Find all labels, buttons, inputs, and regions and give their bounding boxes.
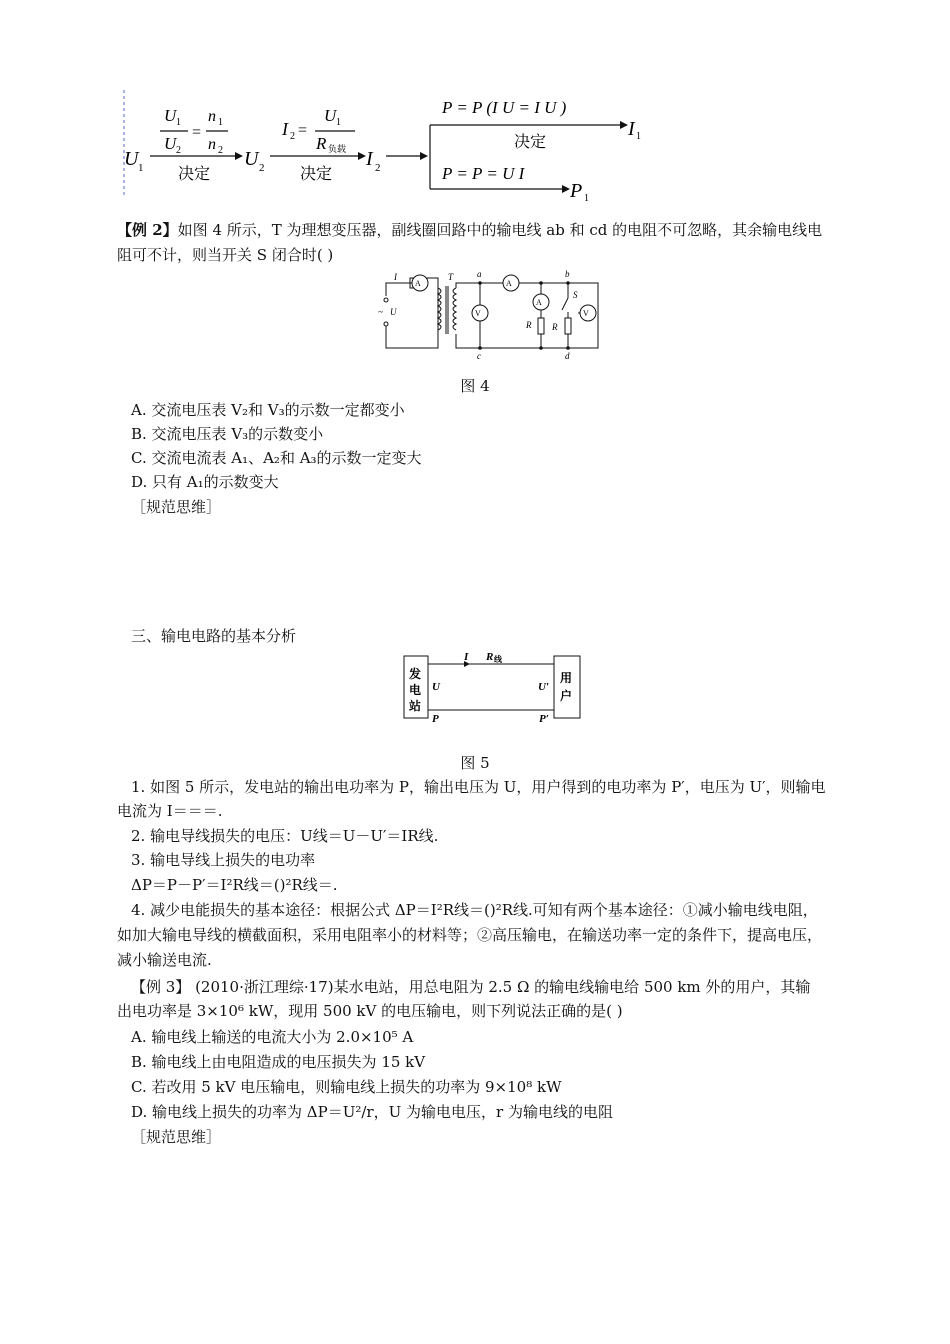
flow-decide-3: 决定	[514, 134, 547, 151]
svg-text:A: A	[415, 279, 421, 288]
section3-point-4-cont2: 减小输送电流.	[117, 951, 212, 969]
svg-text:P: P	[432, 713, 439, 724]
svg-text:站: 站	[409, 699, 422, 713]
svg-text:A: A	[506, 279, 512, 288]
example2-option-b: B. 交流电压表 V₃的示数变小	[131, 425, 324, 443]
figure-5-caption: 图 5	[460, 754, 490, 772]
svg-text:U: U	[324, 106, 337, 125]
flow-top-formula: P = P (I U = I U )	[442, 98, 567, 117]
example2-question-cont: 阻可不计，则当开关 S 闭合时( )	[117, 246, 334, 264]
svg-text:d: d	[565, 351, 570, 360]
example3-option-b: B. 输电线上由电阻造成的电压损失为 15 kV	[131, 1053, 426, 1071]
flow-u1: U	[124, 148, 139, 170]
svg-text:U: U	[432, 681, 440, 693]
svg-text:R: R	[526, 320, 532, 330]
example3-option-c: C. 若改用 5 kV 电压输电，则输电线上损失的功率为 9×10⁸ kW	[131, 1078, 562, 1096]
svg-text:=: =	[298, 122, 308, 139]
svg-text:V: V	[475, 309, 481, 318]
example3-option-a: A. 输电线上输送的电流大小为 2.0×10⁵ A	[131, 1028, 414, 1046]
svg-text:U: U	[390, 307, 397, 317]
svg-text:a: a	[477, 269, 482, 279]
svg-text:I: I	[282, 119, 288, 139]
flow-decide-1: 决定	[178, 166, 211, 183]
svg-text:用: 用	[560, 671, 573, 685]
svg-text:~: ~	[378, 307, 383, 317]
section3-point-3: 3. 输电导线上损失的电功率	[131, 851, 316, 869]
svg-text:2: 2	[218, 145, 223, 156]
svg-text:1: 1	[336, 117, 341, 128]
svg-text:I: I	[366, 148, 373, 170]
svg-text:2: 2	[259, 162, 265, 174]
svg-text:线: 线	[494, 655, 502, 664]
section3-point-3-formula: ΔP＝P－P′＝I²R线＝()²R线＝.	[131, 876, 338, 894]
section3-point-1-cont: 电流为 I＝＝＝.	[117, 802, 223, 820]
example2-option-c: C. 交流电流表 A₁、A₂和 A₃的示数一定变大	[131, 449, 422, 467]
svg-text:R: R	[486, 651, 494, 663]
example2-question: 【例 2】如图 4 所示，T 为理想变压器，副线圈回路中的输电线 ab 和 cd 的电阻不可忽略，其余输电线电	[117, 221, 823, 239]
example3-question: 【例 3】 (2010·浙江理综·17)某水电站，用总电阻为 2.5 Ω 的输电线输电给 500 km 外的用户，其输	[131, 978, 811, 996]
svg-text:V: V	[583, 309, 589, 318]
svg-text:发: 发	[409, 667, 422, 681]
power-line-figure-5	[402, 650, 584, 724]
svg-text:U: U	[244, 148, 259, 170]
figure-4-caption: 图 4	[460, 377, 490, 395]
svg-text:1: 1	[636, 131, 641, 142]
svg-text:电: 电	[409, 683, 422, 697]
svg-text:2: 2	[290, 131, 295, 142]
svg-text:A: A	[536, 298, 542, 307]
section3-point-1: 1. 如图 5 所示，发电站的输出电功率为 P，输出电压为 U，用户得到的电功率为 P′，电压为 U′，则输电	[131, 778, 826, 796]
svg-text:1: 1	[138, 162, 144, 174]
svg-text:R: R	[316, 134, 327, 153]
flow-decide-2: 决定	[300, 166, 333, 183]
example3-question-cont: 出电功率是 3×10⁶ kW，现用 500 kV 的电压输电，则下列说法正确的是( )	[117, 1002, 623, 1020]
svg-text:2: 2	[176, 145, 181, 156]
svg-text:P: P	[570, 180, 583, 202]
example2-label: 【例 2】	[117, 221, 178, 239]
svg-text:1: 1	[218, 117, 223, 128]
svg-text:n: n	[208, 136, 216, 153]
section3-point-2: 2. 输电导线损失的电压：U线＝U－U′＝IR线.	[131, 827, 439, 845]
svg-text:=: =	[192, 124, 202, 141]
circuit-figure-4	[378, 268, 608, 360]
example2-thinking: ［规范思维］	[131, 498, 222, 516]
relation-flow-diagram	[110, 85, 650, 205]
section3-heading: 三、输电电路的基本分析	[131, 627, 297, 645]
example3-option-d: D. 输电线上损失的功率为 ΔP＝U²/r，U 为输电电压，r 为输电线的电阻	[131, 1103, 613, 1121]
svg-text:U: U	[164, 106, 177, 125]
svg-text:I: I	[464, 651, 469, 663]
svg-text:U′: U′	[538, 681, 550, 693]
svg-text:1: 1	[176, 117, 181, 128]
example3-thinking: ［规范思维］	[131, 1128, 222, 1146]
svg-text:T: T	[448, 272, 454, 282]
svg-text:c: c	[477, 351, 481, 360]
svg-text:U: U	[164, 134, 177, 153]
svg-text:I: I	[628, 118, 635, 140]
svg-text:S: S	[573, 290, 578, 300]
section3-point-4: 4. 减少电能损失的基本途径：根据公式 ΔP＝I²R线＝()²R线.可知有两个基本途径：①减小输电线电阻，	[131, 901, 818, 919]
svg-text:R: R	[552, 322, 558, 332]
example2-option-d: D. 只有 A₁的示数变大	[131, 473, 279, 491]
svg-text:P′: P′	[539, 713, 549, 724]
example2-option-a: A. 交流电压表 V₂和 V₃的示数一定都变小	[131, 401, 405, 419]
svg-text:1: 1	[584, 193, 589, 204]
svg-text:负载: 负载	[328, 144, 347, 154]
svg-text:户: 户	[560, 689, 573, 703]
section3-point-4-cont1: 如加大输电导线的横截面积，采用电阻率小的材料等；②高压输电，在输送功率一定的条件下，提高电压，	[117, 926, 823, 944]
svg-text:n: n	[208, 108, 216, 125]
flow-bottom-formula: P = P = U I	[442, 164, 525, 183]
svg-text:I: I	[394, 272, 397, 282]
svg-text:2: 2	[375, 162, 381, 174]
svg-text:b: b	[565, 269, 570, 279]
